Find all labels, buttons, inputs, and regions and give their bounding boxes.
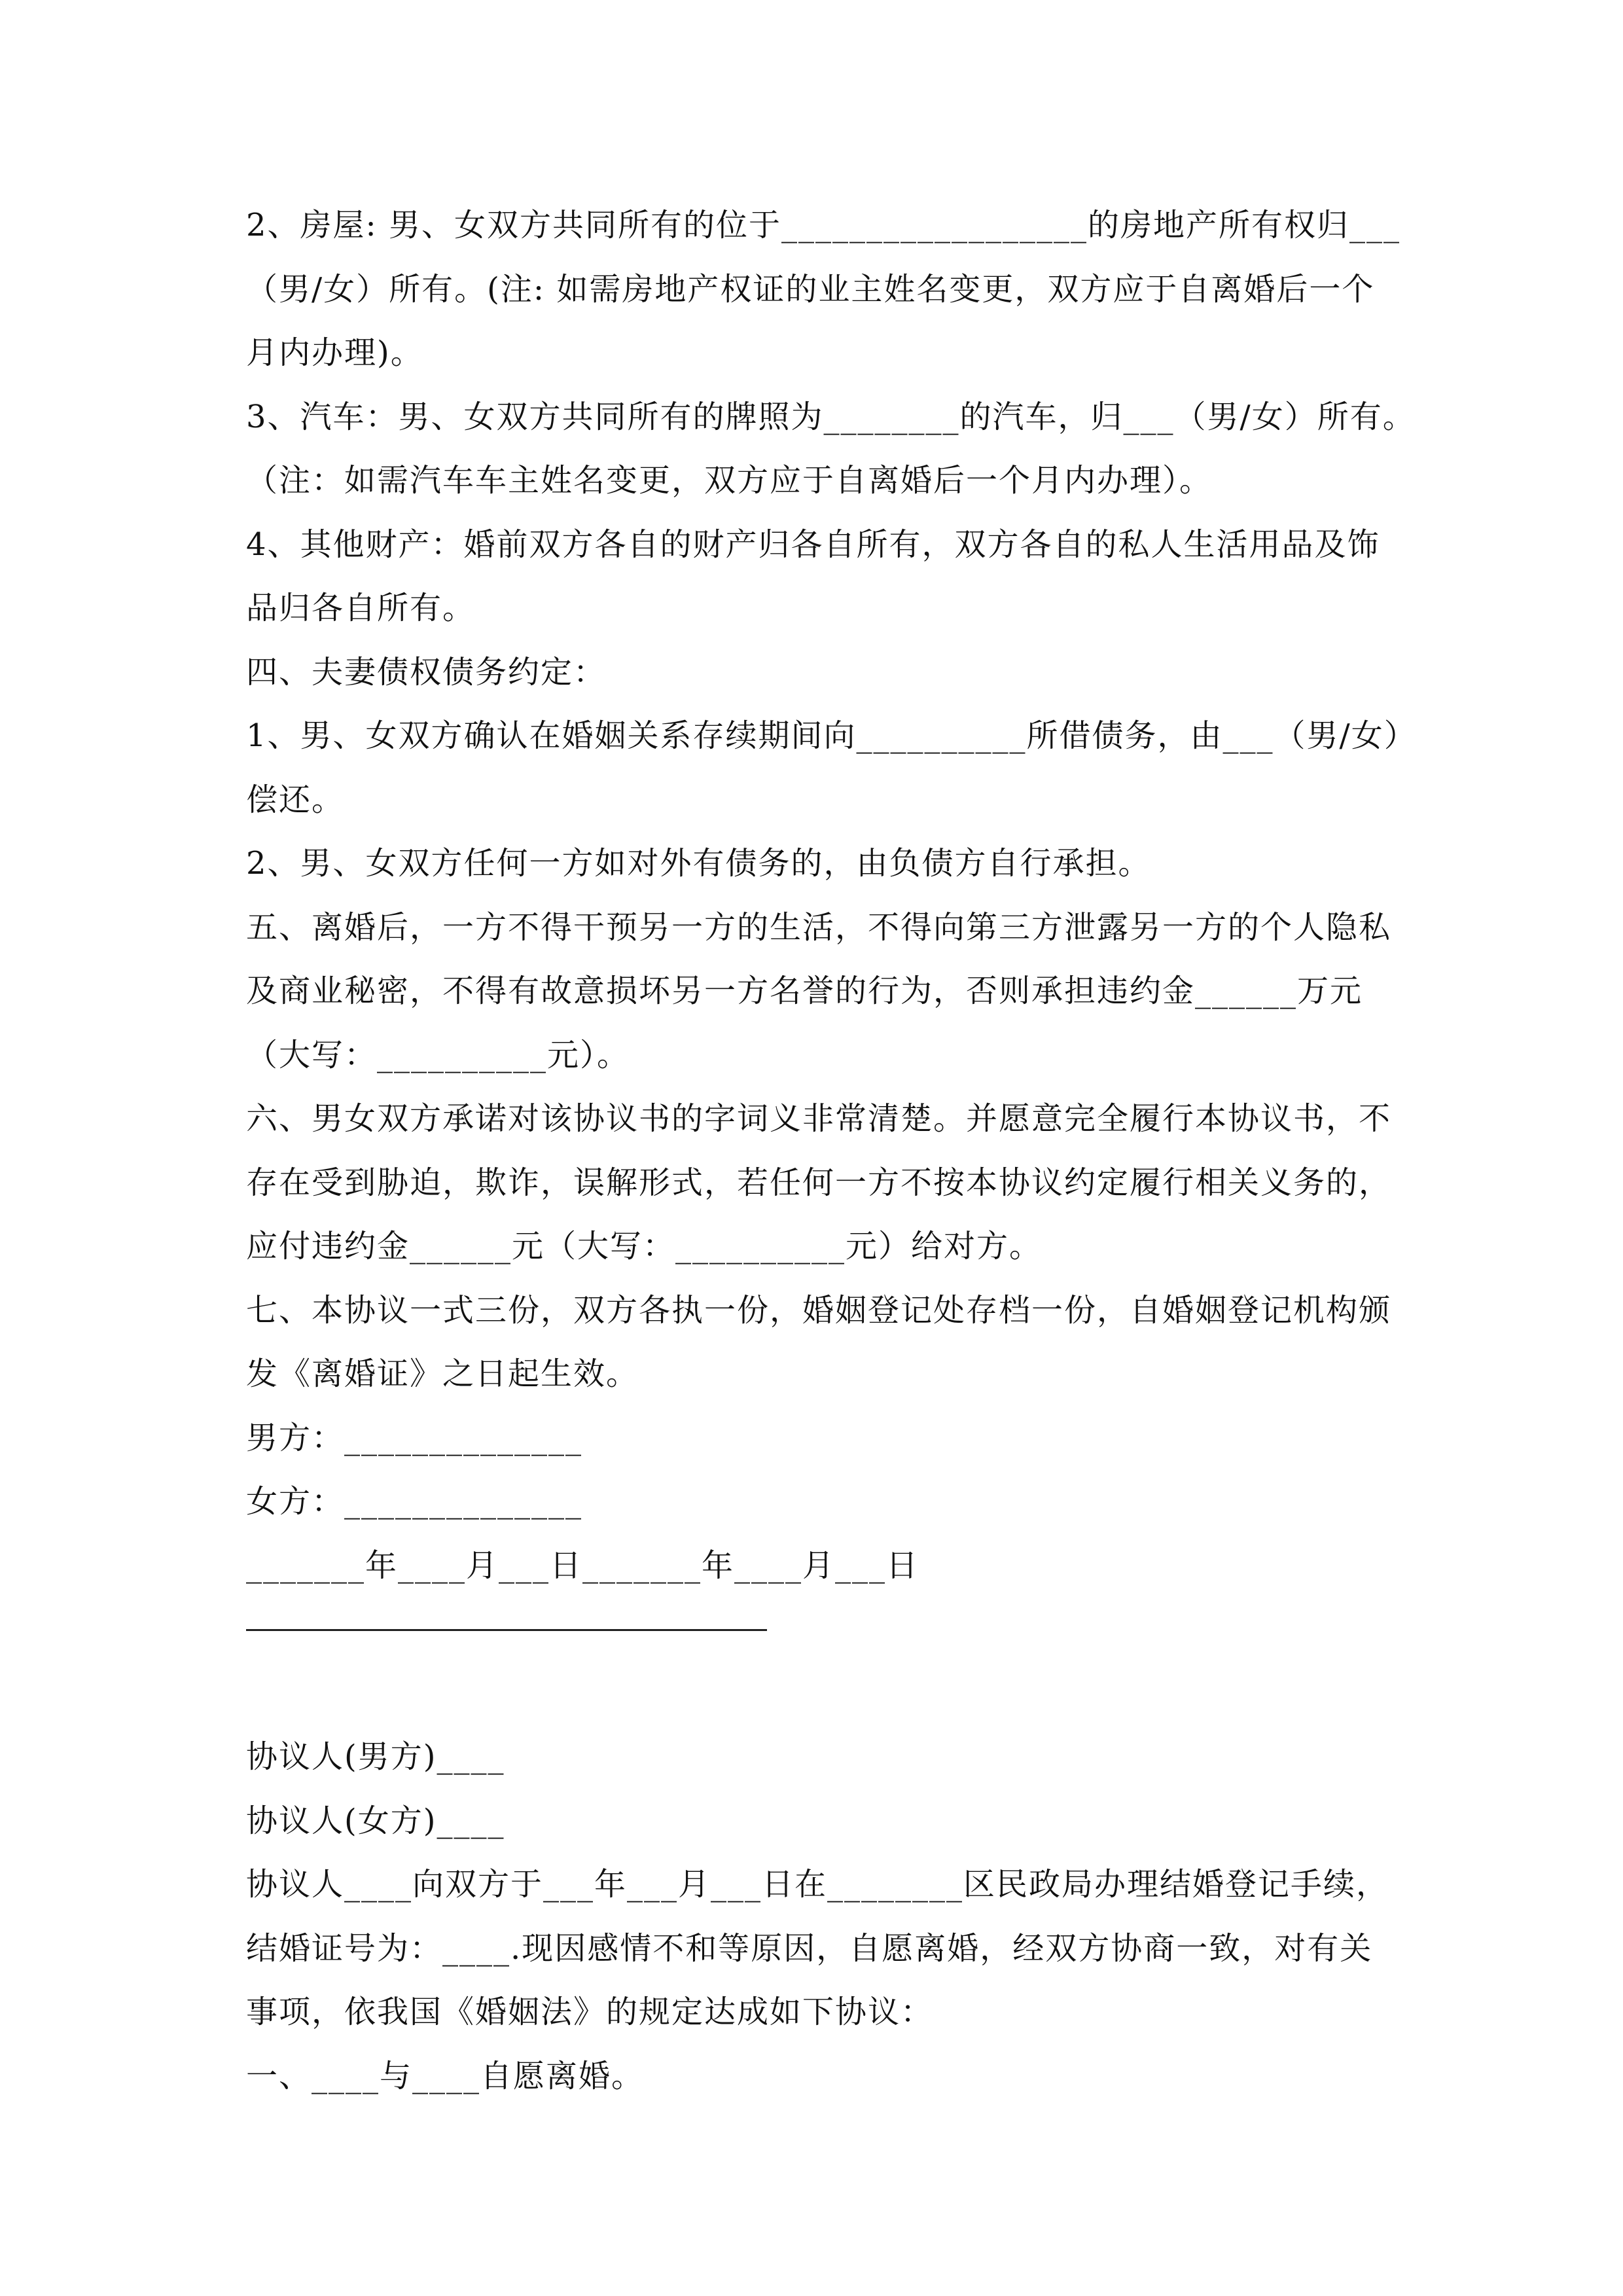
text-line: 事项，依我国《婚姻法》的规定达成如下协议： (246, 1994, 934, 2030)
text-line: 结婚证号为：____.现因感情不和等原因，自愿离婚，经双方协商一致，对有关 (246, 1929, 1373, 1967)
spacer (246, 1662, 1424, 1726)
text-line: 协议人(男方)____ (246, 1738, 505, 1775)
text-line: 七、本协议一式三份，双方各执一份，婚姻登记处存档一份，自婚姻登记机构颁 (246, 1291, 1392, 1329)
text-line: （大写：__________元）。 (246, 1036, 630, 1073)
text-line: 协议人____向双方于___年___月___日在________区民政局办理结婚登记手续， (246, 1866, 1389, 1903)
text-line: 协议人(女方)____ (246, 1802, 505, 1839)
text-line: 六、男女双方承诺对该协议书的字词义非常清楚。并愿意完全履行本协议书，不 (246, 1100, 1392, 1137)
text-line: 一、____与____自愿离婚。 (246, 2057, 645, 2094)
text-line: 4、其他财产：婚前双方各自的财产归各自所有，双方各自的私人生活用品及饰 (246, 526, 1380, 563)
signature-line-male: 男方：______________ (246, 1419, 583, 1456)
text-line: 月内办理)。 (246, 334, 423, 371)
text-line: 存在受到胁迫，欺诈，误解形式，若任何一方不按本协议约定履行相关义务的， (246, 1164, 1392, 1201)
text-line: 发《离婚证》之日起生效。 (246, 1355, 639, 1392)
date-line: _______年____月___日_______年____月___日 (246, 1547, 919, 1584)
section-heading: 四、夫妻债权债务约定： (246, 653, 607, 691)
text-line: 2、男、女双方任何一方如对外有债务的，由负债方自行承担。 (246, 845, 1151, 882)
signature-line-female: 女方：______________ (246, 1483, 583, 1520)
text-line: 品归各自所有。 (246, 590, 476, 626)
text-line: 五、离婚后，一方不得干预另一方的生活，不得向第三方泄露另一方的个人隐私 (246, 908, 1392, 946)
text-line: 偿还。 (246, 781, 345, 818)
document-body (246, 194, 1424, 2108)
text-line: 1、男、女双方确认在婚姻关系存续期间向__________所借债务，由___（男/女） (246, 717, 1417, 754)
separator-bar (246, 1629, 767, 1631)
text-line: （男/女）所有。(注: 如需房地产权证的业主姓名变更，双方应于自离婚后一个 (246, 270, 1375, 308)
text-line: 2、房屋: 男、女双方共同所有的位于__________________的房地产所有权归___ (246, 207, 1400, 243)
text-line: 及商业秘密，不得有故意损坏另一方名誉的行为，否则承担违约金______万元 (246, 973, 1363, 1009)
text-line: （注：如需汽车车主姓名变更，双方应于自离婚后一个月内办理）。 (246, 462, 1213, 499)
text-line: 3、汽车：男、女双方共同所有的牌照为________的汽车，归___（男/女）所有。 (246, 398, 1416, 435)
separator-rule (246, 1598, 1424, 1662)
text-line: 应付违约金______元（大写：__________元）给对方。 (246, 1228, 1043, 1265)
